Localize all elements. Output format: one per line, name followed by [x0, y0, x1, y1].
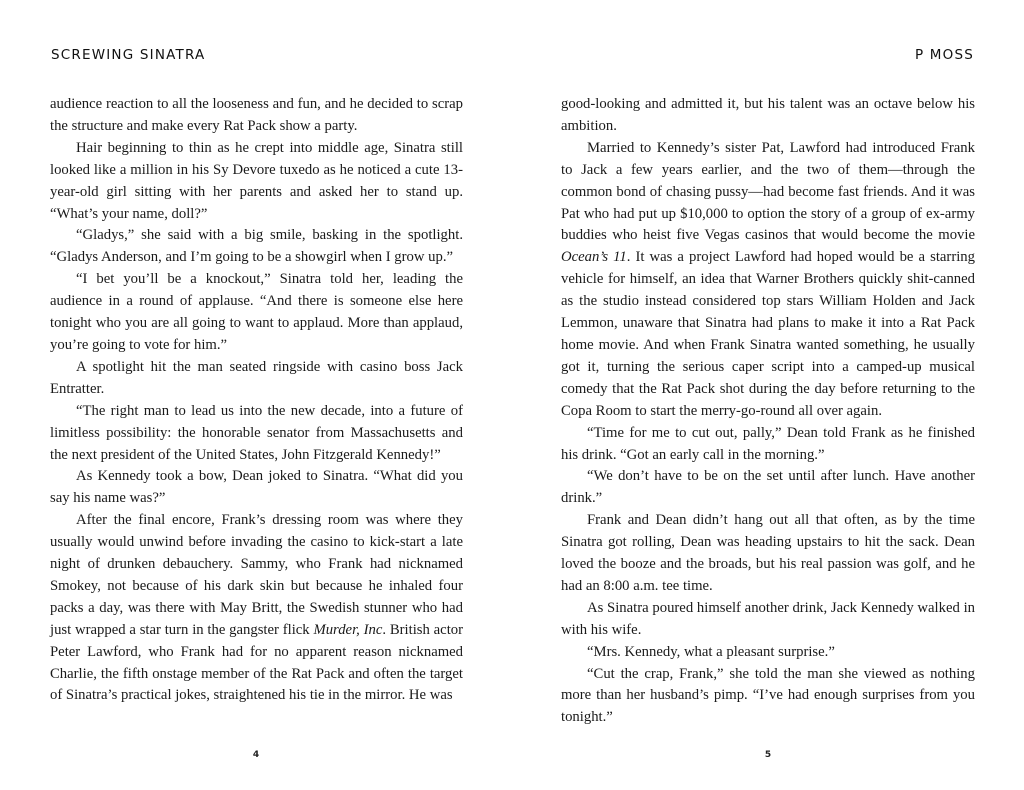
- paragraph: [50, 510, 463, 707]
- film-title: Ocean’s 11: [561, 249, 627, 266]
- paragraph: “The right man to lead us into the new decade, into a future of limitless possibility: the honorable senator from Massachusetts and the next president of the United States, John Fitzgerald Kennedy!”: [50, 402, 463, 463]
- paragraph: As Kennedy took a bow, Dean joked to Sinatra. “What did you say his name was?”: [50, 468, 463, 507]
- body-text: [50, 94, 463, 707]
- running-header-author: P MOSS: [914, 47, 974, 63]
- paragraph: Frank and Dean didn’t hang out all that often, as by the time Sinatra got rolling, Dean was heading upstairs to hit the sack. Dean loved the booze and the broads, but his real passion was golf, and he had an 8:00 a.m. tee time.: [561, 512, 975, 594]
- paragraph: “Gladys,” she said with a big smile, basking in the spotlight. “Gladys Anderson, and I’m going to be a showgirl when I grow up.”: [50, 227, 463, 266]
- paragraph: “We don’t have to be on the set until after lunch. Have another drink.”: [561, 468, 975, 507]
- running-header-title: SCREWING SINATRA: [51, 47, 206, 63]
- film-title: Murder, Inc: [313, 621, 383, 638]
- paragraph-text: Married to Kennedy’s sister Pat, Lawford had introduced Frank to Jack a few years earlier, and the two of them—through the common bond of chasing pussy—had become fast friends. And it was Pat who had put up $10,000 to option the story of a group of ex-army buddies who heist five Vegas casinos that would become the movie: [561, 139, 975, 244]
- page-number: 5: [764, 750, 772, 760]
- paragraph: good-looking and admitted it, but his talent was an octave below his ambition.: [561, 96, 975, 134]
- paragraph: As Sinatra poured himself another drink, Jack Kennedy walked in with his wife.: [561, 599, 975, 638]
- paragraph-text: . It was a project Lawford had hoped would be a starring vehicle for himself, an idea that Warner Brothers quickly shit-canned as the studio instead considered top stars William Holden and Jack Lemmon, unaware that Sinatra had plans to make it into a Rat Pack home movie. And when Frank Sinatra wanted something, he usually got it, turning the serious caper script into a camped-up musical comedy that the Rat Pack shot during the day before returning to the Copa Room to start the merry-go-round all over again.: [561, 249, 975, 419]
- body-text: [561, 94, 975, 729]
- paragraph-text: . British actor Peter Lawford, who Frank had for no apparent reason nicknamed Charlie, the fifth onstage member of the Rat Pack and often the target of Sinatra’s practical jokes, straightened his tie in the mirror. He was: [50, 621, 464, 704]
- paragraph: “Cut the crap, Frank,” she told the man she viewed as nothing more than her husband’s pimp. “I’ve had enough surprises from you tonight.”: [561, 665, 975, 726]
- paragraph: [561, 138, 975, 423]
- paragraph: A spotlight hit the man seated ringside with casino boss Jack Entratter.: [50, 358, 463, 397]
- paragraph: “I bet you’ll be a knockout,” Sinatra told her, leading the audience in a round of applause. “And there is someone else here tonight who you are all going to want to applaud. More than applaud, you’re going to vote for him.”: [50, 271, 463, 353]
- paragraph: “Time for me to cut out, pally,” Dean told Frank as he finished his drink. “Got an early call in the morning.”: [561, 424, 975, 463]
- page-number: 4: [252, 750, 260, 760]
- paragraph: “Mrs. Kennedy, what a pleasant surprise.”: [587, 643, 835, 660]
- paragraph: Hair beginning to thin as he crept into middle age, Sinatra still looked like a million in his Sy Devore tuxedo as he noticed a cute 13-year-old girl sitting with her parents and asked her to stand up. “What’s your name, doll?”: [50, 139, 463, 222]
- right-page: [512, 0, 1024, 790]
- paragraph: audience reaction to all the looseness and fun, and he decided to scrap the structure and make every Rat Pack show a party.: [50, 96, 463, 134]
- paragraph-text: After the final encore, Frank’s dressing room was where they usually would unwind before invading the casino to kick-start a late night of drunken debauchery. Sammy, who Frank had nicknamed Smokey, not because of his dark skin but because he inhaled four packs a day, was there with May Britt, the Swedish stunner who had just wrapped a star turn in the gangster flick: [50, 512, 463, 638]
